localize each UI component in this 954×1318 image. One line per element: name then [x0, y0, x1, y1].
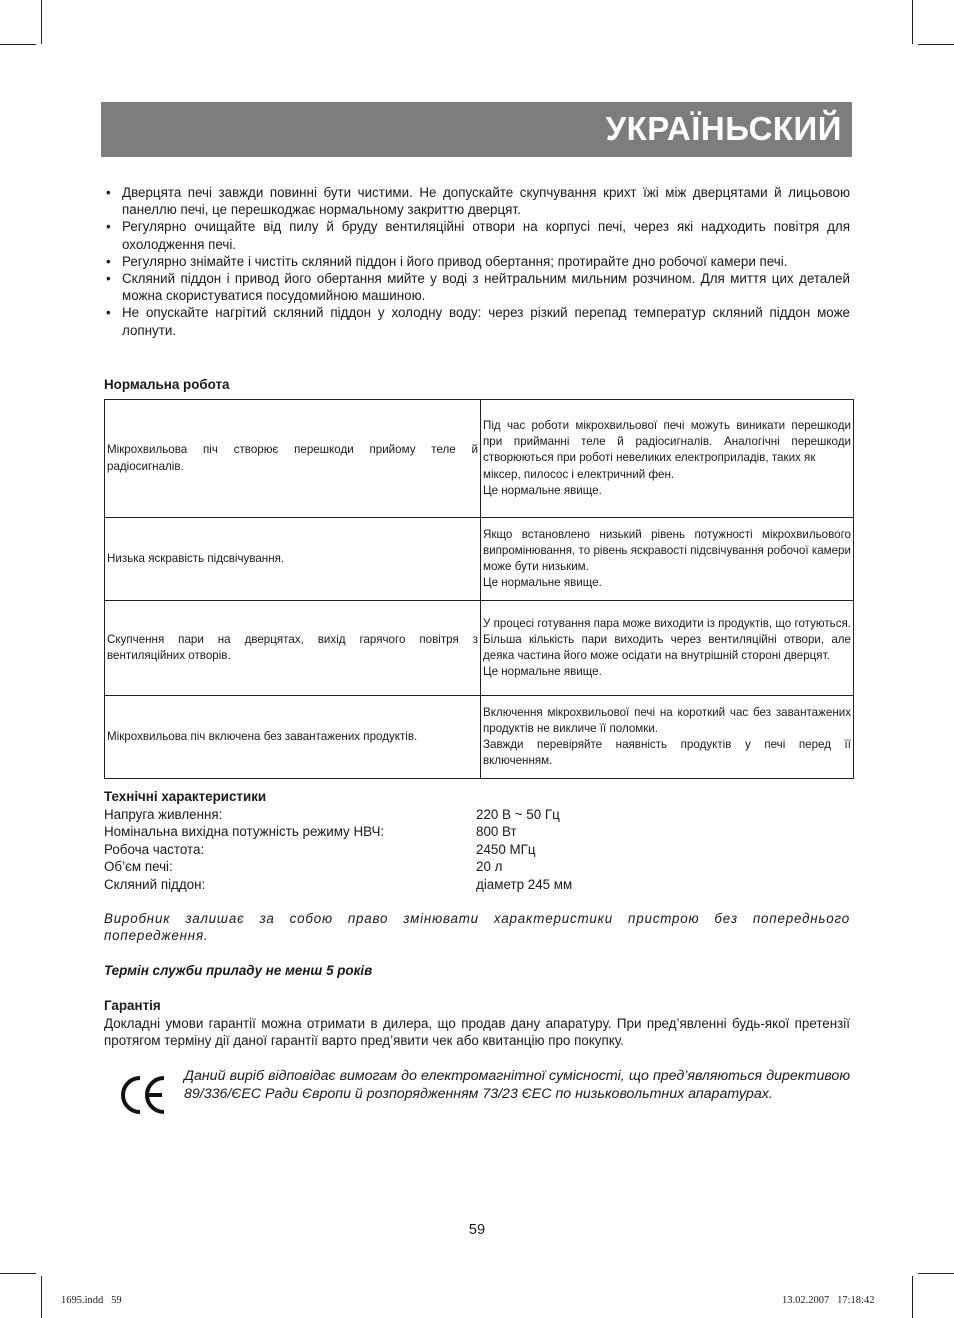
page-number: 59	[468, 1222, 486, 1238]
crop-mark	[0, 44, 36, 45]
bullet-icon: •	[106, 253, 111, 269]
spec-row	[104, 806, 704, 823]
table-cell-issue: Мікрохвильова піч включена без завантажених продуктів.	[105, 696, 481, 779]
spec-row	[104, 823, 704, 840]
spec-label: Об’єм печі:	[104, 859, 173, 875]
crop-mark	[918, 44, 954, 45]
spec-value: 220 В ~ 50 Гц	[476, 807, 560, 822]
bullet-icon: •	[106, 219, 111, 235]
table-cell-explanation: Якщо встановлено низький рівень потужності мікрохвильового випромінювання, то рівень яскравості підсвічування робочої камери може бути низьким. Це нормальне явище.	[481, 518, 854, 601]
normal-operation-table	[104, 399, 854, 779]
bullet-icon: •	[106, 305, 111, 321]
care-bullet-list	[104, 184, 850, 339]
warranty-heading: Гарантія	[104, 998, 161, 1013]
spec-label: Робоча частота:	[104, 841, 205, 857]
spec-value: 2450 МГц	[476, 841, 536, 857]
table-row	[105, 400, 854, 518]
footer-timestamp: 13.02.2007 17:18:42	[782, 1295, 875, 1306]
table-cell-explanation: Включення мікрохвильової печі на короткий час без завантажених продуктів не викличе її поломки. Завжди перевіряйте наявність продуктів у печі перед її включенням.	[481, 696, 854, 779]
page-title: УКРАЇНЬСКИЙ	[605, 110, 842, 147]
spec-label: Скляний піддон:	[104, 876, 206, 892]
specs-list	[104, 806, 704, 893]
table-cell-explanation: Під час роботи мікрохвильової печі можуть виникати перешкоди при прийманні теле й радіосигналів. Аналогічні перешкоди створюються при роботі невеликих електроприладів, таких як міксер, пилосос і електричний фен. Це нормальне явище.	[481, 400, 854, 518]
spec-label: Номінальна вихідна потужність режиму НВЧ:	[104, 824, 385, 840]
spec-value: діаметр 245 мм	[476, 876, 573, 892]
table-row	[105, 696, 854, 779]
footer-file-info: 1695.indd 59	[61, 1295, 122, 1306]
list-item: • Регулярно знімайте і чистіть скляний піддон і його привод обертання; протирайте дно робочої камери печі.	[106, 253, 788, 269]
table-cell-issue: Мікрохвильова піч створює перешкоди прийому теле й радіосигналів.	[105, 400, 481, 518]
language-header	[101, 102, 852, 157]
specs-heading: Технічні характеристики	[104, 789, 267, 804]
ce-compliance-text: Даний виріб відповідає вимогам до електромагнітної сумісності, що пред’являються директивою 89/336/ЄЕС Ради Європи й розпорядженням 73/23 ЄЕС по низьковольтних апаратурах.	[184, 1068, 850, 1102]
normal-operation-heading: Нормальна робота	[104, 377, 230, 392]
spec-label: Напруга живлення:	[104, 807, 223, 822]
table-cell-explanation: У процесі готування пара може виходити із продуктів, що готуються. Більша кількість пари виходить через вентиляційні отвори, але деяка частина його може осідати на внутрішній стороні дверцят. Це нормальне явище.	[481, 601, 854, 696]
table-cell-issue: Низька яскравість підсвічування.	[105, 518, 481, 601]
crop-mark	[918, 1273, 954, 1274]
list-item: • Регулярно очищайте від пилу й бруду вентиляційні отвори на корпусі печі, через які надходить повітря для охолодження печі.	[106, 219, 850, 252]
table-cell-issue: Скупчення пари на дверцятах, вихід гарячого повітря з вентиляційних отворів.	[105, 601, 481, 696]
bullet-icon: •	[106, 185, 111, 200]
spec-row	[104, 876, 704, 893]
spec-row	[104, 841, 704, 858]
crop-mark	[41, 0, 42, 44]
ce-mark-icon	[118, 1074, 170, 1116]
bullet-icon: •	[106, 271, 111, 287]
spec-value: 800 Вт	[476, 824, 517, 840]
table-row	[105, 518, 854, 601]
warranty-text: Докладні умови гарантії можна отримати в дилера, що продав дану апаратуру. При пред’явленні будь-якої претензії протягом терміну дії даної гарантії варто пред’явити чек або квитанцію про покупку.	[104, 1016, 850, 1049]
service-life-note: Термін служби приладу не менш 5 років	[104, 963, 373, 978]
crop-mark	[912, 0, 913, 44]
spec-row	[104, 858, 704, 875]
crop-mark	[0, 1273, 36, 1274]
table-row	[105, 601, 854, 696]
manufacturer-notice: Виробник залишає за собою право змінювати характеристики пристрою без попереднього попередження.	[104, 911, 850, 944]
list-item: • Дверцята печі завжди повинні бути чистими. Не допускайте скупчування крихт їжі між дверцятами й лицьовою панеллю печі, це перешкоджає нормальному закриттю дверцят.	[106, 185, 850, 218]
crop-mark	[912, 1276, 913, 1318]
spec-value: 20 л	[476, 859, 503, 875]
crop-mark	[41, 1276, 42, 1318]
list-item: • Скляний піддон і привод його обертання мийте у воді з нейтральним мильним розчином. Для миття цих деталей можна скористуватися посудомийною машиною.	[106, 271, 850, 304]
list-item: • Не опускайте нагрітий скляний піддон у холодну воду: через різкий перепад температур скляний піддон може лопнути.	[106, 305, 850, 338]
